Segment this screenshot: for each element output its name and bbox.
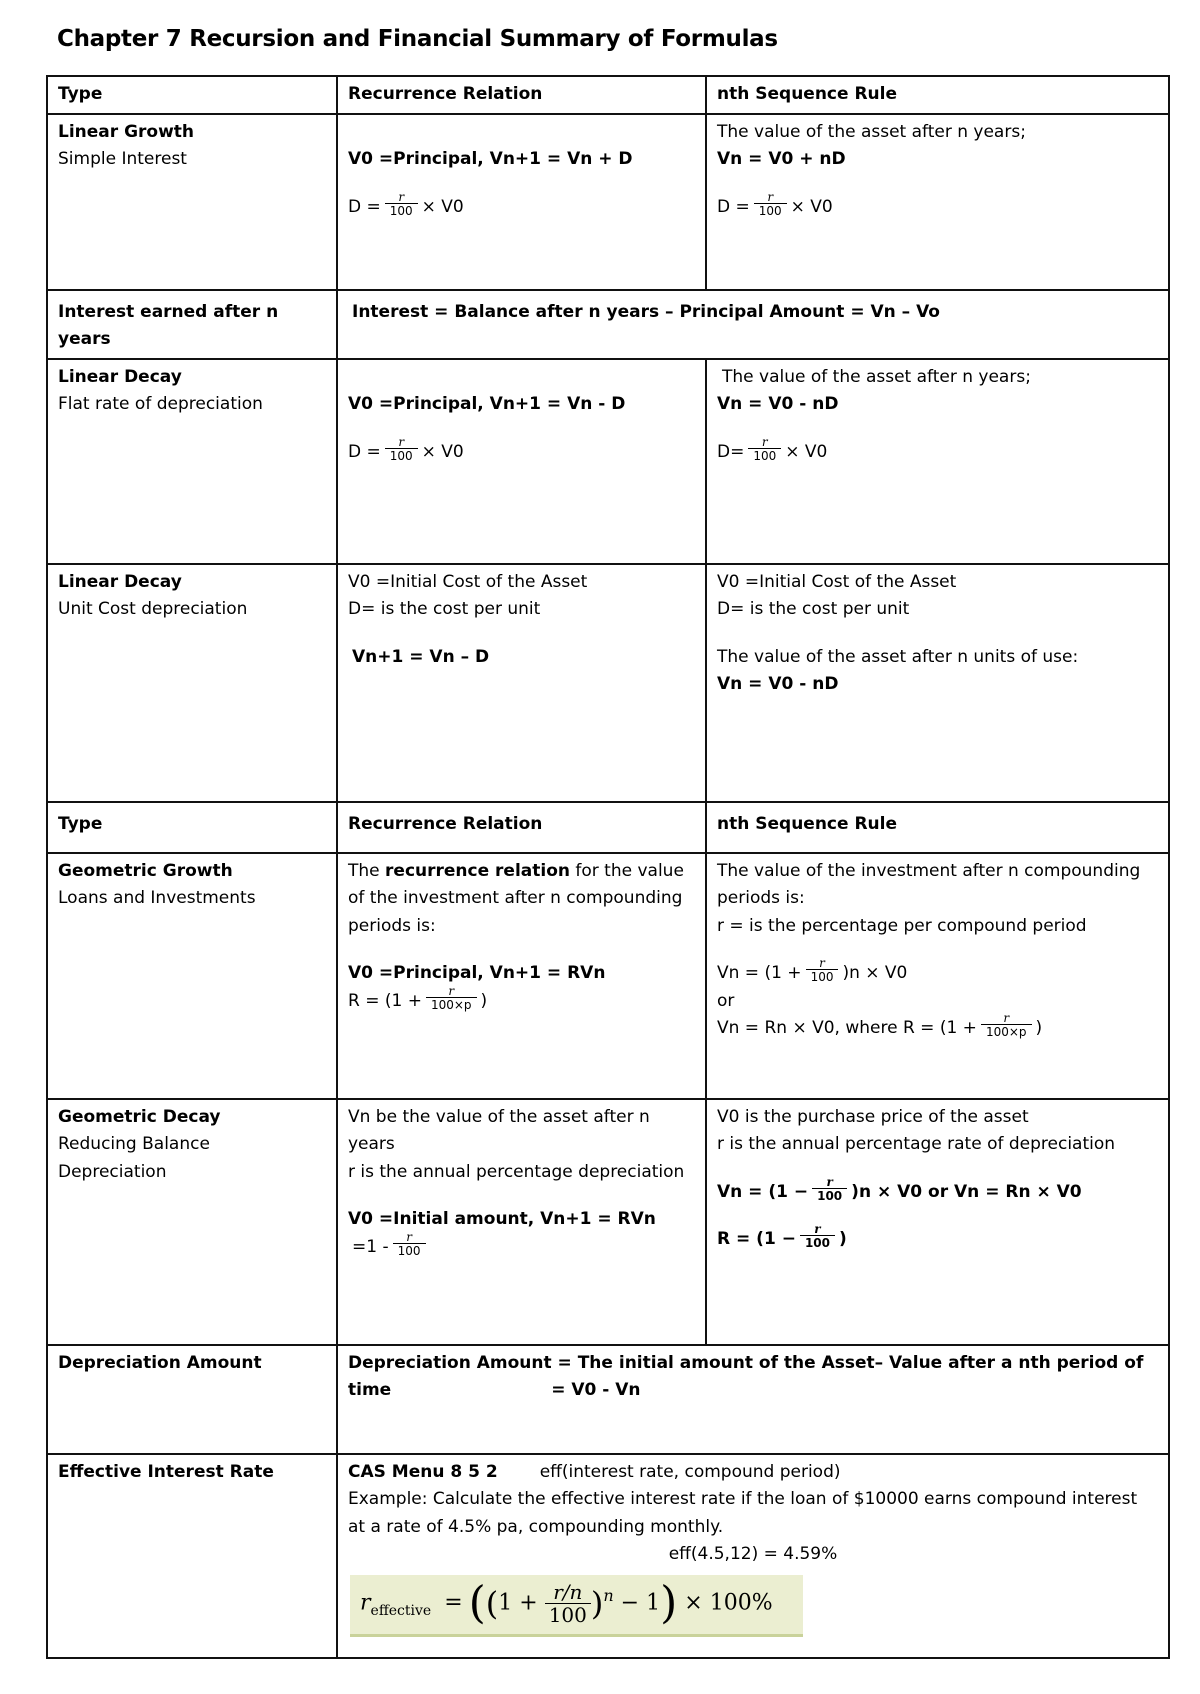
example-text: Example: Calculate the effective interest rate if the loan of $10000 earns compound interest at a rate of 4.5% pa, compounding monthly. (348, 1489, 1138, 1537)
d-formula: D = $\frac{r}{100}$ × V0 (348, 434, 464, 463)
nth-line: V0 is the purchase price of the asset (717, 1106, 1029, 1127)
row-effective-rate (47, 1454, 1169, 1658)
recurrence-formula: Vn+1 = Vn – D (352, 646, 490, 667)
type-label: Geometric Growth (58, 860, 233, 881)
header-row (47, 802, 1169, 853)
type-sub: Loans and Investments (58, 888, 256, 908)
header-recurrence: Recurrence Relation (337, 802, 706, 853)
nth-rule: Vn = (1 + $\frac{r}{100}$ )n × V0 (717, 956, 908, 984)
d-formula: D = $\frac{r}{100}$ × V0 (717, 189, 833, 218)
recurrence-formula: V0 =Principal, Vn+1 = Vn - D (348, 394, 626, 414)
rec-line: V0 =Initial Cost of the Asset (348, 571, 588, 592)
cell-nth (706, 564, 1169, 802)
cell-nth (706, 853, 1169, 1099)
type-label: Linear Decay (58, 571, 182, 592)
row-linear-decay-unit (47, 564, 1169, 802)
or-label: or (717, 990, 735, 1011)
type-sub: Reducing Balance (58, 1134, 210, 1154)
type-sub: Flat rate of depreciation (58, 394, 263, 414)
cell-type: Interest earned after n years (47, 290, 337, 359)
nth-intro: The value of the investment after n compounding periods is: (717, 860, 1141, 908)
cas-line: CAS Menu 8 5 2 eff(interest rate, compound period) (348, 1461, 841, 1482)
nth-rule: Vn = (1 − $\frac{r}{100}$ )n × V0 or Vn = Rn × V0 (717, 1174, 1082, 1203)
type-label: Geometric Decay (58, 1106, 221, 1127)
cell-type (47, 564, 337, 802)
header-nth: nth Sequence Rule (706, 76, 1169, 114)
effective-rate-cell (337, 1454, 1169, 1658)
cell-type: Effective Interest Rate (47, 1454, 337, 1658)
row-depreciation-amount (47, 1345, 1169, 1454)
d-formula: D= $\frac{r}{100}$ × V0 (717, 434, 828, 463)
type-sub: Unit Cost depreciation (58, 599, 248, 619)
header-type: Type (47, 802, 337, 853)
nth-line: r = is the percentage per compound period (717, 915, 1087, 936)
result-text: eff(4.5,12) = 4.59% (668, 1544, 838, 1564)
recurrence-formula: V0 =Principal, Vn+1 = RVn (348, 963, 606, 983)
formula-table (46, 75, 1170, 1659)
rec-line: D= is the cost per unit (348, 599, 541, 619)
row-linear-growth (47, 114, 1169, 290)
row-interest-earned (47, 290, 1169, 359)
cell-recurrence (337, 1099, 706, 1345)
cell-recurrence (337, 564, 706, 802)
row-geometric-growth (47, 853, 1169, 1099)
nth-rule: Vn = V0 - nD (717, 674, 839, 694)
nth-line: D= is the cost per unit (717, 599, 910, 619)
header-recurrence: Recurrence Relation (337, 76, 706, 114)
row-linear-decay-flat (47, 359, 1169, 564)
rec-line: r is the annual percentage depreciation (348, 1161, 685, 1182)
cell-nth (706, 1099, 1169, 1345)
recurrence-formula: V0 =Principal, Vn+1 = Vn + D (348, 149, 633, 169)
r-formula: R = (1 − $\frac{r}{100}$ ) (717, 1222, 847, 1250)
cell-nth (706, 359, 1169, 564)
cell-recurrence (337, 359, 706, 564)
effective-rate-formula: $r_{effective} = ((1$ + $\frac{r/n}{100}$ )$^n$ − 1) × 100% (350, 1575, 803, 1637)
page-title: Chapter 7 Recursion and Financial Summary of Formulas (57, 26, 778, 52)
nth-intro: The value of the asset after n years; (722, 366, 1031, 387)
cell-type (47, 853, 337, 1099)
nth-intro: The value of the asset after n years; (717, 121, 1026, 142)
type-label: Linear Decay (58, 366, 182, 387)
cell-type (47, 1099, 337, 1345)
nth-line: r is the annual percentage rate of depreciation (717, 1134, 1116, 1154)
nth-rule: Vn = V0 - nD (717, 394, 839, 414)
cell-recurrence (337, 114, 706, 290)
recurrence-formula: V0 =Initial amount, Vn+1 = RVn (348, 1209, 656, 1229)
depreciation-formula: Depreciation Amount = The initial amount of the Asset– Value after a nth period of time = V0 - Vn (337, 1345, 1169, 1454)
cell-type (47, 359, 337, 564)
cell-recurrence (337, 853, 706, 1099)
interest-formula: Interest = Balance after n years – Principal Amount = Vn – Vo (337, 290, 1169, 359)
type-sub: Simple Interest (58, 149, 187, 169)
d-formula: D = $\frac{r}{100}$ × V0 (348, 189, 464, 218)
header-type: Type (47, 76, 337, 114)
r-formula: R = (1 + $\frac{r}{100\times p}$ ) (348, 983, 488, 1012)
fraction: $\frac{r}{100}$ (385, 191, 418, 217)
header-row (47, 76, 1169, 114)
row-geometric-decay (47, 1099, 1169, 1345)
nth-intro: The value of the asset after n units of use: (717, 646, 1079, 667)
cell-nth (706, 114, 1169, 290)
rec-text: The recurrence relation for the value of the investment after n compounding periods is: (348, 860, 684, 936)
cell-type: Depreciation Amount (47, 1345, 337, 1454)
r-formula: =1 - $\frac{r}{100}$ (348, 1234, 695, 1262)
nth-rule: Vn = V0 + nD (717, 149, 846, 169)
header-nth: nth Sequence Rule (706, 802, 1169, 853)
cell-type (47, 114, 337, 290)
nth-line: V0 =Initial Cost of the Asset (717, 571, 957, 592)
rec-line: Vn be the value of the asset after n years (348, 1106, 650, 1154)
type-label: Linear Growth (58, 121, 195, 142)
type-sub: Depreciation (58, 1161, 167, 1182)
nth-rule: Vn = Rn × V0, where R = (1 + $\frac{r}{100\times p}$ ) (717, 1011, 1043, 1039)
